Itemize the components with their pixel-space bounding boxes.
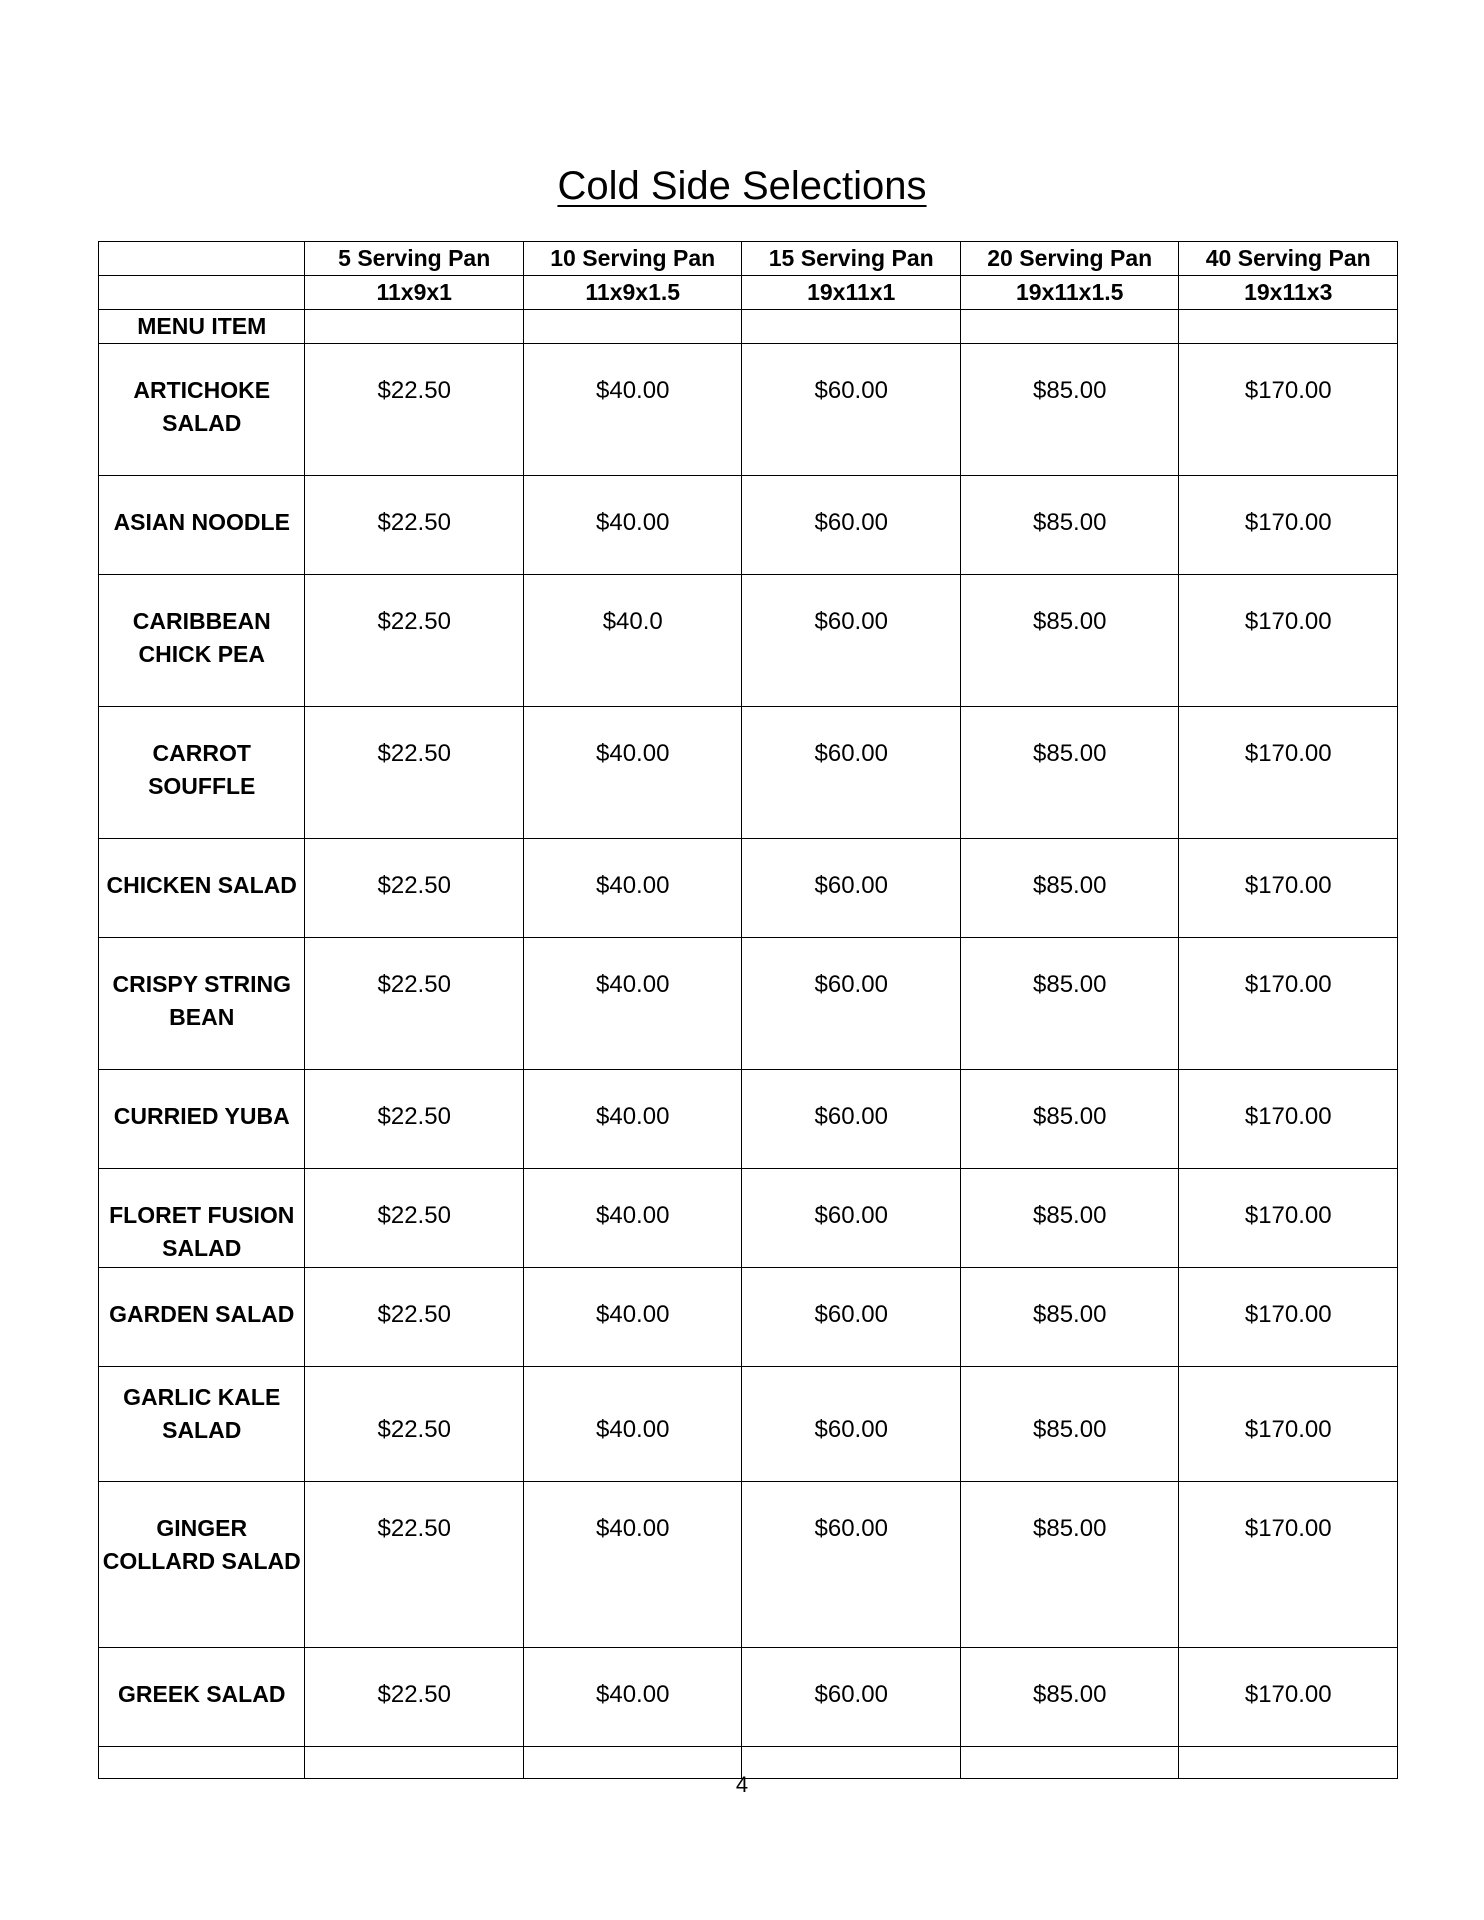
price-cell: $60.00 [742, 938, 961, 1070]
price-cell: $170.00 [1179, 839, 1398, 938]
table-row [99, 1482, 1398, 1648]
price-cell: $40.00 [523, 1367, 742, 1482]
price-cell: $85.00 [960, 1648, 1179, 1747]
price-cell: $85.00 [960, 707, 1179, 839]
price-cell: $170.00 [1179, 476, 1398, 575]
pan-size: 11x9x1.5 [523, 276, 742, 310]
price-cell: $60.00 [742, 575, 961, 707]
item-name: CRISPY STRING BEAN [99, 938, 305, 1070]
header-row-sizes [99, 276, 1398, 310]
price-cell: $85.00 [960, 476, 1179, 575]
price-cell: $22.50 [305, 839, 524, 938]
item-name: GARDEN SALAD [99, 1268, 305, 1367]
price-cell: $22.50 [305, 1482, 524, 1648]
price-cell: $60.00 [742, 1648, 961, 1747]
price-cell: $22.50 [305, 1367, 524, 1482]
price-cell: $170.00 [1179, 938, 1398, 1070]
price-cell: $40.00 [523, 1169, 742, 1268]
price-cell: $60.00 [742, 1367, 961, 1482]
header-row-pans [99, 242, 1398, 276]
price-cell: $85.00 [960, 1070, 1179, 1169]
price-cell: $22.50 [305, 1169, 524, 1268]
price-cell: $85.00 [960, 344, 1179, 476]
price-cell: $85.00 [960, 839, 1179, 938]
price-cell: $22.50 [305, 476, 524, 575]
menu-item-label: MENU ITEM [99, 310, 305, 344]
table-row [99, 575, 1398, 707]
price-cell: $40.00 [523, 1070, 742, 1169]
header-row-menu-item [99, 310, 1398, 344]
price-cell: $22.50 [305, 1648, 524, 1747]
item-name: GREEK SALAD [99, 1648, 305, 1747]
item-name: GINGER COLLARD SALAD [99, 1482, 305, 1648]
price-cell: $85.00 [960, 1482, 1179, 1648]
price-cell: $40.00 [523, 1482, 742, 1648]
pan-size: 19x11x1 [742, 276, 961, 310]
price-cell: $22.50 [305, 575, 524, 707]
page-title: Cold Side Selections [557, 164, 927, 208]
price-cell: $40.00 [523, 1268, 742, 1367]
price-cell: $40.00 [523, 1648, 742, 1747]
pan-header: 40 Serving Pan [1179, 242, 1398, 276]
price-cell: $60.00 [742, 1268, 961, 1367]
price-cell: $40.00 [523, 839, 742, 938]
table-row [99, 1268, 1398, 1367]
page-number: 4 [735, 1772, 749, 1797]
price-cell: $170.00 [1179, 1169, 1398, 1268]
price-cell: $170.00 [1179, 1648, 1398, 1747]
price-cell: $22.50 [305, 938, 524, 1070]
price-cell: $85.00 [960, 575, 1179, 707]
price-cell: $170.00 [1179, 1367, 1398, 1482]
header-blank-cell [99, 242, 305, 276]
table-row [99, 476, 1398, 575]
price-cell: $60.00 [742, 476, 961, 575]
table-row [99, 707, 1398, 839]
item-name: ARTICHOKE SALAD [99, 344, 305, 476]
price-cell: $22.50 [305, 1268, 524, 1367]
pan-size: 19x11x1.5 [960, 276, 1179, 310]
price-cell: $40.0 [523, 575, 742, 707]
table-row [99, 1367, 1398, 1482]
table-row [99, 1070, 1398, 1169]
price-cell: $85.00 [960, 1367, 1179, 1482]
price-cell: $85.00 [960, 1169, 1179, 1268]
price-cell: $170.00 [1179, 1070, 1398, 1169]
item-name: FLORET FUSION SALAD [99, 1169, 305, 1268]
price-cell: $60.00 [742, 344, 961, 476]
price-cell: $85.00 [960, 938, 1179, 1070]
price-cell: $170.00 [1179, 1482, 1398, 1648]
pan-header: 5 Serving Pan [305, 242, 524, 276]
price-table [98, 241, 1398, 1779]
price-cell: $170.00 [1179, 344, 1398, 476]
price-cell: $22.50 [305, 707, 524, 839]
price-cell: $40.00 [523, 476, 742, 575]
item-name: CHICKEN SALAD [99, 839, 305, 938]
price-cell: $170.00 [1179, 575, 1398, 707]
header-blank-cell [99, 276, 305, 310]
pan-size: 19x11x3 [1179, 276, 1398, 310]
pan-header: 20 Serving Pan [960, 242, 1179, 276]
price-cell: $60.00 [742, 1169, 961, 1268]
table-row [99, 344, 1398, 476]
item-name: GARLIC KALE SALAD [99, 1367, 305, 1482]
price-cell: $170.00 [1179, 707, 1398, 839]
price-cell: $40.00 [523, 707, 742, 839]
price-cell: $170.00 [1179, 1268, 1398, 1367]
table-row [99, 938, 1398, 1070]
table-row [99, 1169, 1398, 1268]
pan-size: 11x9x1 [305, 276, 524, 310]
price-cell: $40.00 [523, 938, 742, 1070]
price-cell: $22.50 [305, 1070, 524, 1169]
price-cell: $60.00 [742, 707, 961, 839]
price-cell: $40.00 [523, 344, 742, 476]
item-name: ASIAN NOODLE [99, 476, 305, 575]
table-row [99, 839, 1398, 938]
price-cell: $60.00 [742, 1070, 961, 1169]
pan-header: 10 Serving Pan [523, 242, 742, 276]
price-cell: $85.00 [960, 1268, 1179, 1367]
price-cell: $60.00 [742, 839, 961, 938]
item-name: CARIBBEAN CHICK PEA [99, 575, 305, 707]
pan-header: 15 Serving Pan [742, 242, 961, 276]
price-cell: $60.00 [742, 1482, 961, 1648]
price-cell: $22.50 [305, 344, 524, 476]
item-name: CURRIED YUBA [99, 1070, 305, 1169]
table-row [99, 1648, 1398, 1747]
item-name: CARROT SOUFFLE [99, 707, 305, 839]
